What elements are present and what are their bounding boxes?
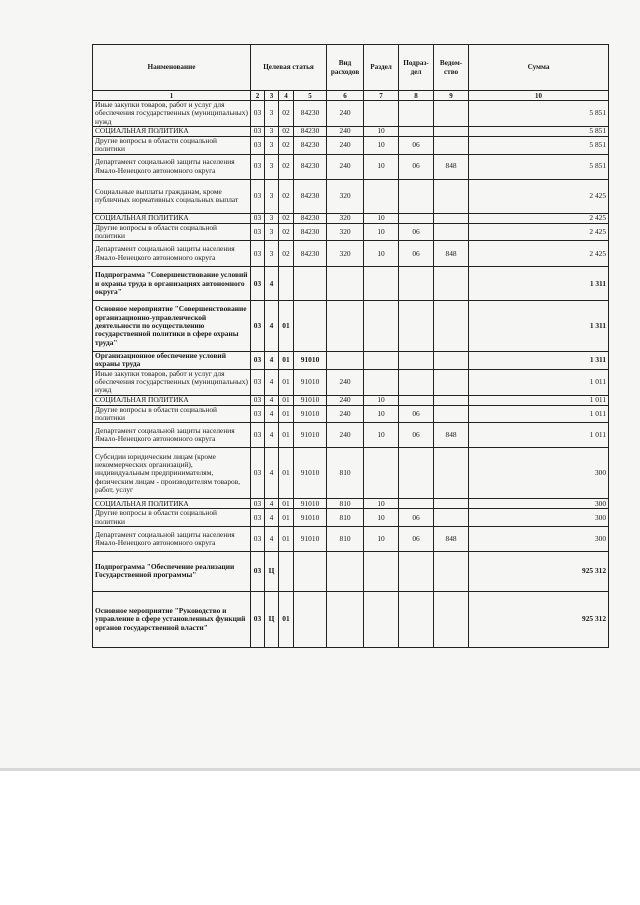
row-sum: 2 425 bbox=[469, 179, 609, 213]
target-measure-code: 02 bbox=[279, 223, 294, 241]
target-subprogram-code: 3 bbox=[265, 241, 279, 267]
row-sum: 1 011 bbox=[469, 405, 609, 423]
table-row bbox=[93, 179, 609, 213]
expense-type-code: 320 bbox=[327, 223, 364, 241]
row-sum: 1 311 bbox=[469, 267, 609, 301]
table-row bbox=[93, 213, 609, 223]
subsection-code bbox=[399, 499, 434, 509]
column-number: 10 bbox=[469, 91, 609, 101]
header-section: Раздел bbox=[364, 45, 399, 91]
target-direction-code: 91010 bbox=[294, 509, 327, 527]
header-subsection: Подраз-дел bbox=[399, 45, 434, 91]
target-subprogram-code: 3 bbox=[265, 213, 279, 223]
target-measure-code: 02 bbox=[279, 241, 294, 267]
expense-type-code: 810 bbox=[327, 499, 364, 509]
subsection-code bbox=[399, 301, 434, 352]
target-measure-code: 01 bbox=[279, 499, 294, 509]
expense-type-code: 240 bbox=[327, 154, 364, 179]
row-name: Организационное обеспечение условий охраны труда bbox=[93, 352, 251, 370]
target-direction-code: 91010 bbox=[294, 499, 327, 509]
expense-type-code bbox=[327, 352, 364, 370]
department-code bbox=[434, 551, 469, 591]
row-sum: 5 851 bbox=[469, 101, 609, 127]
subsection-code: 06 bbox=[399, 137, 434, 155]
subsection-code bbox=[399, 213, 434, 223]
target-measure-code: 02 bbox=[279, 213, 294, 223]
column-number: 6 bbox=[327, 91, 364, 101]
table-row bbox=[93, 352, 609, 370]
subsection-code bbox=[399, 352, 434, 370]
header-department: Ведом-ство bbox=[434, 45, 469, 91]
target-subprogram-code: 4 bbox=[265, 499, 279, 509]
expense-type-code: 240 bbox=[327, 395, 364, 405]
table-row bbox=[93, 223, 609, 241]
department-code: 848 bbox=[434, 526, 469, 551]
subsection-code bbox=[399, 369, 434, 395]
target-program-code: 03 bbox=[251, 301, 265, 352]
subsection-code bbox=[399, 395, 434, 405]
target-program-code: 03 bbox=[251, 223, 265, 241]
target-measure-code: 01 bbox=[279, 395, 294, 405]
row-name: Другие вопросы в области социальной политики bbox=[93, 137, 251, 155]
row-name: СОЦИАЛЬНАЯ ПОЛИТИКА bbox=[93, 395, 251, 405]
row-name: СОЦИАЛЬНАЯ ПОЛИТИКА bbox=[93, 499, 251, 509]
row-name: Департамент социальной защиты населения Ямало-Ненецкого автономного округа bbox=[93, 526, 251, 551]
department-code bbox=[434, 267, 469, 301]
row-name: Другие вопросы в области социальной политики bbox=[93, 509, 251, 527]
section-code: 10 bbox=[364, 526, 399, 551]
target-direction-code bbox=[294, 301, 327, 352]
target-measure-code: 02 bbox=[279, 101, 294, 127]
section-code: 10 bbox=[364, 137, 399, 155]
target-subprogram-code: 4 bbox=[265, 423, 279, 448]
target-subprogram-code: Ц bbox=[265, 591, 279, 647]
table-row bbox=[93, 448, 609, 499]
row-name: Департамент социальной защиты населения Ямало-Ненецкого автономного округа bbox=[93, 154, 251, 179]
target-program-code: 03 bbox=[251, 526, 265, 551]
header-row bbox=[93, 45, 609, 91]
expense-type-code: 810 bbox=[327, 448, 364, 499]
table-row bbox=[93, 241, 609, 267]
section-code: 10 bbox=[364, 127, 399, 137]
department-code bbox=[434, 213, 469, 223]
section-code bbox=[364, 301, 399, 352]
department-code bbox=[434, 223, 469, 241]
table-row bbox=[93, 405, 609, 423]
expense-type-code: 240 bbox=[327, 405, 364, 423]
expense-type-code: 320 bbox=[327, 213, 364, 223]
row-name: Иные закупки товаров, работ и услуг для обеспечения государственных (муниципальных) нужд bbox=[93, 101, 251, 127]
target-measure-code bbox=[279, 267, 294, 301]
target-program-code: 03 bbox=[251, 127, 265, 137]
target-program-code: 03 bbox=[251, 369, 265, 395]
department-code: 848 bbox=[434, 154, 469, 179]
table-row bbox=[93, 591, 609, 647]
row-sum: 1 011 bbox=[469, 395, 609, 405]
target-program-code: 03 bbox=[251, 591, 265, 647]
expense-type-code: 810 bbox=[327, 509, 364, 527]
table-row bbox=[93, 395, 609, 405]
expense-type-code: 240 bbox=[327, 137, 364, 155]
budget-table bbox=[92, 44, 609, 648]
target-direction-code: 84230 bbox=[294, 137, 327, 155]
subsection-code bbox=[399, 591, 434, 647]
target-direction-code: 84230 bbox=[294, 101, 327, 127]
row-sum: 300 bbox=[469, 499, 609, 509]
target-subprogram-code: 4 bbox=[265, 301, 279, 352]
row-sum: 300 bbox=[469, 526, 609, 551]
target-direction-code: 84230 bbox=[294, 127, 327, 137]
row-name: СОЦИАЛЬНАЯ ПОЛИТИКА bbox=[93, 213, 251, 223]
section-code: 10 bbox=[364, 241, 399, 267]
row-sum: 300 bbox=[469, 509, 609, 527]
target-measure-code: 01 bbox=[279, 352, 294, 370]
row-sum: 2 425 bbox=[469, 213, 609, 223]
target-subprogram-code: 4 bbox=[265, 267, 279, 301]
target-program-code: 03 bbox=[251, 551, 265, 591]
section-code bbox=[364, 448, 399, 499]
expense-type-code: 320 bbox=[327, 241, 364, 267]
row-name: Социальные выплаты гражданам, кроме публичных нормативных социальных выплат bbox=[93, 179, 251, 213]
section-code: 10 bbox=[364, 509, 399, 527]
target-direction-code: 91010 bbox=[294, 405, 327, 423]
department-code bbox=[434, 369, 469, 395]
subsection-code: 06 bbox=[399, 223, 434, 241]
department-code bbox=[434, 352, 469, 370]
target-measure-code: 01 bbox=[279, 526, 294, 551]
target-subprogram-code: 4 bbox=[265, 395, 279, 405]
target-subprogram-code: 4 bbox=[265, 405, 279, 423]
table-row bbox=[93, 137, 609, 155]
subsection-code bbox=[399, 267, 434, 301]
row-name: Департамент социальной защиты населения Ямало-Ненецкого автономного округа bbox=[93, 423, 251, 448]
section-code: 10 bbox=[364, 423, 399, 448]
row-sum: 1 311 bbox=[469, 301, 609, 352]
row-name: Подпрограмма "Обеспечение реализации Государственной программы" bbox=[93, 551, 251, 591]
section-code bbox=[364, 551, 399, 591]
target-subprogram-code: 3 bbox=[265, 127, 279, 137]
target-program-code: 03 bbox=[251, 101, 265, 127]
target-measure-code bbox=[279, 551, 294, 591]
row-name: Субсидии юридическим лицам (кроме некоммерческих организаций), индивидуальным предпринимателям, физическим лицам - производителям товаров, работ, услуг bbox=[93, 448, 251, 499]
target-subprogram-code: 4 bbox=[265, 448, 279, 499]
target-subprogram-code: 4 bbox=[265, 352, 279, 370]
target-subprogram-code: 4 bbox=[265, 526, 279, 551]
target-subprogram-code: 3 bbox=[265, 223, 279, 241]
target-direction-code: 84230 bbox=[294, 179, 327, 213]
column-number: 7 bbox=[364, 91, 399, 101]
target-program-code: 03 bbox=[251, 179, 265, 213]
row-sum: 300 bbox=[469, 448, 609, 499]
target-subprogram-code: 3 bbox=[265, 137, 279, 155]
row-name: Основное мероприятие "Руководство и управление в сфере установленных функций органов государственной власти" bbox=[93, 591, 251, 647]
target-direction-code: 91010 bbox=[294, 526, 327, 551]
target-measure-code: 01 bbox=[279, 509, 294, 527]
target-program-code: 03 bbox=[251, 405, 265, 423]
row-name: Основное мероприятие "Совершенствование организационно-управленческой деятельности по осуществлению государственной политики в сфере охраны труда" bbox=[93, 301, 251, 352]
target-direction-code: 91010 bbox=[294, 395, 327, 405]
subsection-code: 06 bbox=[399, 405, 434, 423]
section-code bbox=[364, 591, 399, 647]
section-code bbox=[364, 369, 399, 395]
section-code bbox=[364, 267, 399, 301]
target-program-code: 03 bbox=[251, 423, 265, 448]
table-row bbox=[93, 101, 609, 127]
target-direction-code: 91010 bbox=[294, 352, 327, 370]
target-direction-code: 84230 bbox=[294, 241, 327, 267]
table-row bbox=[93, 369, 609, 395]
department-code bbox=[434, 448, 469, 499]
row-name: Иные закупки товаров, работ и услуг для обеспечения государственных (муниципальных) нужд bbox=[93, 369, 251, 395]
expense-type-code bbox=[327, 551, 364, 591]
target-measure-code: 01 bbox=[279, 448, 294, 499]
target-measure-code: 02 bbox=[279, 137, 294, 155]
row-name: СОЦИАЛЬНАЯ ПОЛИТИКА bbox=[93, 127, 251, 137]
target-measure-code: 02 bbox=[279, 179, 294, 213]
row-sum: 925 312 bbox=[469, 591, 609, 647]
target-direction-code: 84230 bbox=[294, 154, 327, 179]
target-program-code: 03 bbox=[251, 499, 265, 509]
target-measure-code: 01 bbox=[279, 369, 294, 395]
column-number: 1 bbox=[93, 91, 251, 101]
expense-type-code bbox=[327, 301, 364, 352]
target-subprogram-code: 3 bbox=[265, 179, 279, 213]
column-number: 3 bbox=[265, 91, 279, 101]
department-code bbox=[434, 395, 469, 405]
subsection-code: 06 bbox=[399, 423, 434, 448]
department-code bbox=[434, 137, 469, 155]
target-measure-code: 02 bbox=[279, 127, 294, 137]
target-direction-code: 84230 bbox=[294, 223, 327, 241]
row-sum: 5 851 bbox=[469, 137, 609, 155]
target-program-code: 03 bbox=[251, 448, 265, 499]
target-direction-code bbox=[294, 591, 327, 647]
target-program-code: 03 bbox=[251, 154, 265, 179]
expense-type-code: 240 bbox=[327, 101, 364, 127]
target-program-code: 03 bbox=[251, 352, 265, 370]
target-measure-code: 02 bbox=[279, 154, 294, 179]
row-sum: 1 011 bbox=[469, 423, 609, 448]
target-program-code: 03 bbox=[251, 241, 265, 267]
target-direction-code: 91010 bbox=[294, 448, 327, 499]
section-code bbox=[364, 179, 399, 213]
expense-type-code: 240 bbox=[327, 369, 364, 395]
department-code bbox=[434, 405, 469, 423]
target-subprogram-code: 3 bbox=[265, 101, 279, 127]
subsection-code: 06 bbox=[399, 509, 434, 527]
column-number: 9 bbox=[434, 91, 469, 101]
row-name: Подпрограмма "Совершенствование условий и охраны труда в организациях автономного округа" bbox=[93, 267, 251, 301]
target-program-code: 03 bbox=[251, 137, 265, 155]
header-expense-type: Вид расходов bbox=[327, 45, 364, 91]
target-direction-code bbox=[294, 267, 327, 301]
subsection-code: 06 bbox=[399, 526, 434, 551]
department-code: 848 bbox=[434, 241, 469, 267]
row-name: Департамент социальной защиты населения Ямало-Ненецкого автономного округа bbox=[93, 241, 251, 267]
section-code: 10 bbox=[364, 154, 399, 179]
table-row bbox=[93, 423, 609, 448]
row-sum: 2 425 bbox=[469, 223, 609, 241]
target-measure-code: 01 bbox=[279, 301, 294, 352]
header-target-item: Целевая статья bbox=[251, 45, 327, 91]
department-code bbox=[434, 101, 469, 127]
column-number: 2 bbox=[251, 91, 265, 101]
target-program-code: 03 bbox=[251, 213, 265, 223]
subsection-code bbox=[399, 179, 434, 213]
section-code bbox=[364, 101, 399, 127]
row-sum: 925 312 bbox=[469, 551, 609, 591]
row-sum: 1 011 bbox=[469, 369, 609, 395]
row-sum: 5 851 bbox=[469, 127, 609, 137]
table-row bbox=[93, 301, 609, 352]
expense-type-code: 320 bbox=[327, 179, 364, 213]
target-subprogram-code: 4 bbox=[265, 369, 279, 395]
target-subprogram-code: Ц bbox=[265, 551, 279, 591]
table-body bbox=[93, 101, 609, 648]
target-program-code: 03 bbox=[251, 509, 265, 527]
row-sum: 5 851 bbox=[469, 154, 609, 179]
subsection-code bbox=[399, 551, 434, 591]
table-row bbox=[93, 551, 609, 591]
subsection-code: 06 bbox=[399, 241, 434, 267]
subsection-code bbox=[399, 127, 434, 137]
table-row bbox=[93, 154, 609, 179]
expense-type-code bbox=[327, 591, 364, 647]
department-code: 848 bbox=[434, 423, 469, 448]
target-subprogram-code: 3 bbox=[265, 154, 279, 179]
expense-type-code bbox=[327, 267, 364, 301]
table-row bbox=[93, 267, 609, 301]
department-code bbox=[434, 499, 469, 509]
section-code: 10 bbox=[364, 213, 399, 223]
subsection-code bbox=[399, 101, 434, 127]
expense-type-code: 240 bbox=[327, 423, 364, 448]
column-number: 8 bbox=[399, 91, 434, 101]
target-direction-code: 84230 bbox=[294, 213, 327, 223]
row-name: Другие вопросы в области социальной политики bbox=[93, 223, 251, 241]
row-name: Другие вопросы в области социальной политики bbox=[93, 405, 251, 423]
department-code bbox=[434, 591, 469, 647]
section-code: 10 bbox=[364, 499, 399, 509]
section-code bbox=[364, 352, 399, 370]
department-code bbox=[434, 179, 469, 213]
department-code bbox=[434, 509, 469, 527]
header-sum: Сумма bbox=[469, 45, 609, 91]
column-number-row bbox=[93, 91, 609, 101]
expense-type-code: 810 bbox=[327, 526, 364, 551]
section-code: 10 bbox=[364, 223, 399, 241]
target-program-code: 03 bbox=[251, 267, 265, 301]
row-sum: 2 425 bbox=[469, 241, 609, 267]
page-edge bbox=[0, 768, 640, 771]
department-code bbox=[434, 301, 469, 352]
target-measure-code: 01 bbox=[279, 591, 294, 647]
department-code bbox=[434, 127, 469, 137]
section-code: 10 bbox=[364, 405, 399, 423]
column-number: 5 bbox=[294, 91, 327, 101]
table-row bbox=[93, 526, 609, 551]
target-measure-code: 01 bbox=[279, 423, 294, 448]
target-direction-code: 91010 bbox=[294, 369, 327, 395]
target-program-code: 03 bbox=[251, 395, 265, 405]
subsection-code bbox=[399, 448, 434, 499]
target-measure-code: 01 bbox=[279, 405, 294, 423]
expense-type-code: 240 bbox=[327, 127, 364, 137]
row-sum: 1 311 bbox=[469, 352, 609, 370]
target-direction-code: 91010 bbox=[294, 423, 327, 448]
section-code: 10 bbox=[364, 395, 399, 405]
subsection-code: 06 bbox=[399, 154, 434, 179]
table-row bbox=[93, 499, 609, 509]
target-direction-code bbox=[294, 551, 327, 591]
column-number: 4 bbox=[279, 91, 294, 101]
target-subprogram-code: 4 bbox=[265, 509, 279, 527]
table-row bbox=[93, 127, 609, 137]
header-name: Наименование bbox=[93, 45, 251, 91]
table-row bbox=[93, 509, 609, 527]
